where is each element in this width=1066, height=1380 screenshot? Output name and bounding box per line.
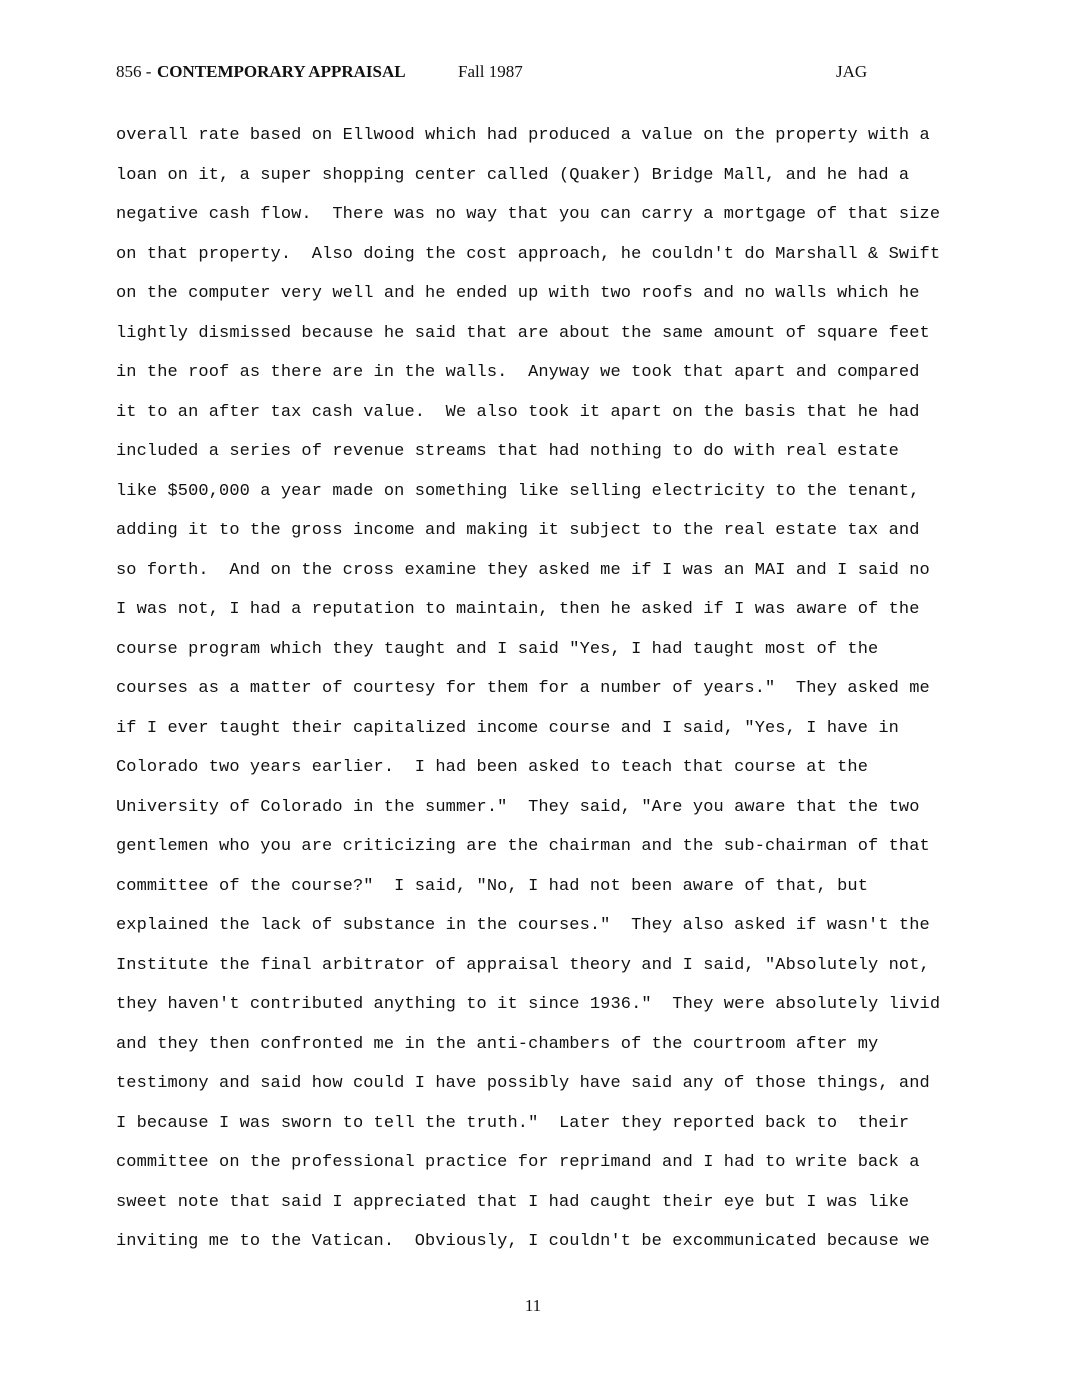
text-line: on that property. Also doing the cost approach, he couldn't do Marshall & Swift xyxy=(116,244,941,264)
text-line: overall rate based on Ellwood which had produced a value on the property with a xyxy=(116,126,930,145)
text-line: if I ever taught their capitalized income course and I said, "Yes, I have in xyxy=(116,718,899,738)
text-line: explained the lack of substance in the courses." They also asked if wasn't the xyxy=(116,916,930,935)
text-line: in the roof as there are in the walls. Anyway we took that apart and compared xyxy=(116,363,920,382)
text-line: adding it to the gross income and making it subject to the real estate tax and xyxy=(116,521,920,540)
course-number: 856 - xyxy=(116,62,156,81)
text-line: like $500,000 a year made on something like selling electricity to the tenant, xyxy=(116,481,920,501)
text-line: sweet note that said I appreciated that I had caught their eye but I was like xyxy=(116,1192,910,1212)
course-title: CONTEMPORARY APPRAISAL xyxy=(157,62,406,81)
text-line: they haven't contributed anything to it since 1936." They were absolutely livid xyxy=(116,995,941,1014)
text-line: committee of the course?" I said, "No, I had not been aware of that, but xyxy=(116,876,869,896)
text-line: committee on the professional practice for reprimand and I had to write back a xyxy=(116,1153,920,1172)
text-line: on the computer very well and he ended up with two roofs and no walls which he xyxy=(116,284,920,303)
text-line: so forth. And on the cross examine they asked me if I was an MAI and I said no xyxy=(116,560,930,580)
text-line: negative cash flow. There was no way that you can carry a mortgage of that size xyxy=(116,205,941,224)
text-line: lightly dismissed because he said that are about the same amount of square feet xyxy=(116,323,930,343)
text-line: gentlemen who you are criticizing are the chairman and the sub-chairman of that xyxy=(116,837,930,856)
text-line: it to an after tax cash value. We also took it apart on the basis that he had xyxy=(116,402,920,422)
text-line: course program which they taught and I said "Yes, I had taught most of the xyxy=(116,639,879,659)
text-line: testimony and said how could I have possibly have said any of those things, and xyxy=(116,1074,930,1093)
term-label: Fall 1987 xyxy=(458,62,523,81)
page-header xyxy=(0,62,1066,86)
text-line: I was not, I had a reputation to maintain, then he asked if I was aware of the xyxy=(116,600,920,619)
text-line: loan on it, a super shopping center called (Quaker) Bridge Mall, and he had a xyxy=(116,165,910,185)
text-line: Colorado two years earlier. I had been asked to teach that course at the xyxy=(116,758,869,777)
text-line: included a series of revenue streams that had nothing to do with real estate xyxy=(116,442,899,461)
transcript-body xyxy=(116,116,1016,1262)
text-line: University of Colorado in the summer." They said, "Are you aware that the two xyxy=(116,797,920,817)
text-line: courses as a matter of courtesy for them for a number of years." They asked me xyxy=(116,679,930,698)
text-line: I because I was sworn to tell the truth." Later they reported back to their xyxy=(116,1113,910,1133)
text-line: inviting me to the Vatican. Obviously, I couldn't be excommunicated because we xyxy=(116,1232,930,1251)
author-initials: JAG xyxy=(836,62,868,81)
text-line: and they then confronted me in the anti-chambers of the courtroom after my xyxy=(116,1034,879,1054)
page-number: 11 xyxy=(524,1296,542,1315)
text-line: Institute the final arbitrator of appraisal theory and I said, "Absolutely not, xyxy=(116,955,930,975)
